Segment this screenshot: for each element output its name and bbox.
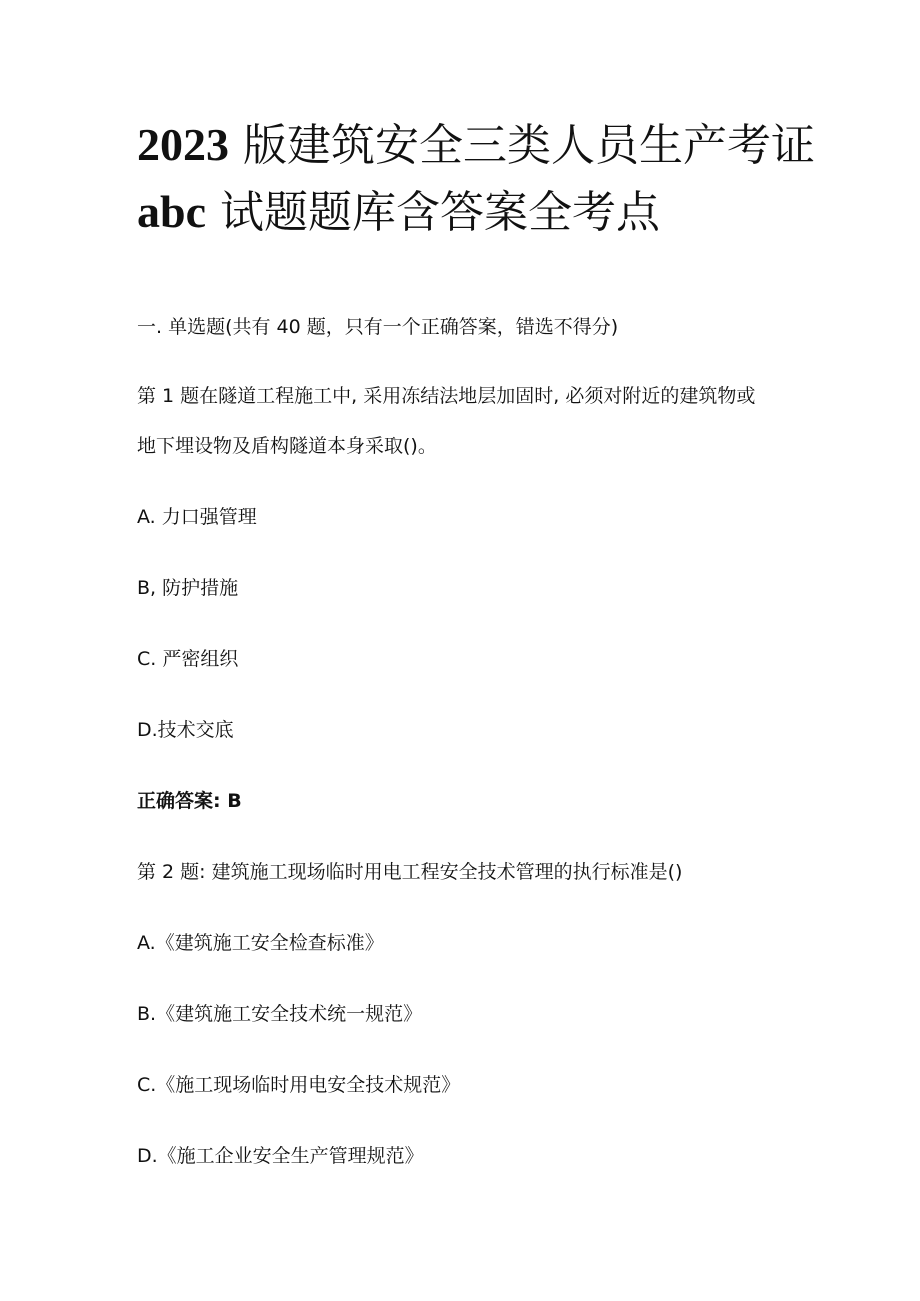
question-2-option-d: D.《施工企业安全生产管理规范》 — [137, 1145, 424, 1167]
title-line-2 — [137, 179, 797, 246]
section-heading: 一. 单选题(共有 40 题，只有一个正确答案，错选不得分) — [137, 316, 619, 338]
question-1-option-d: D.技术交底 — [137, 719, 234, 741]
question-2-option-a: A.《建筑施工安全检查标准》 — [137, 932, 384, 954]
title-line-1-text: 版建筑安全三类人员生产考证 — [243, 120, 815, 171]
question-1-stem-line-1: 第 1 题在隧道工程施工中, 采用冻结法地层加固时, 必须对附近的建筑物或 — [137, 385, 756, 407]
question-1-stem-line-2: 地下埋设物及盾构隧道本身采取()。 — [137, 435, 437, 457]
document-title — [137, 112, 815, 246]
question-1-option-c: C. 严密组织 — [137, 648, 239, 670]
question-1-option-a: A. 力口强管理 — [137, 506, 257, 528]
title-year: 2023 — [137, 119, 229, 170]
title-line-1 — [137, 112, 815, 179]
question-2-option-c: C.《施工现场临时用电安全技术规范》 — [137, 1074, 461, 1096]
question-2-option-b: B.《建筑施工安全技术统一规范》 — [137, 1003, 423, 1025]
question-1-answer: 正确答案: B — [137, 790, 242, 812]
title-abc: abc — [137, 186, 206, 237]
question-2-stem: 第 2 题: 建筑施工现场临时用电工程安全技术管理的执行标准是() — [137, 861, 683, 883]
question-1-option-b: B, 防护措施 — [137, 577, 239, 599]
title-line-2-text: 试题题库含答案全考点 — [220, 187, 660, 238]
